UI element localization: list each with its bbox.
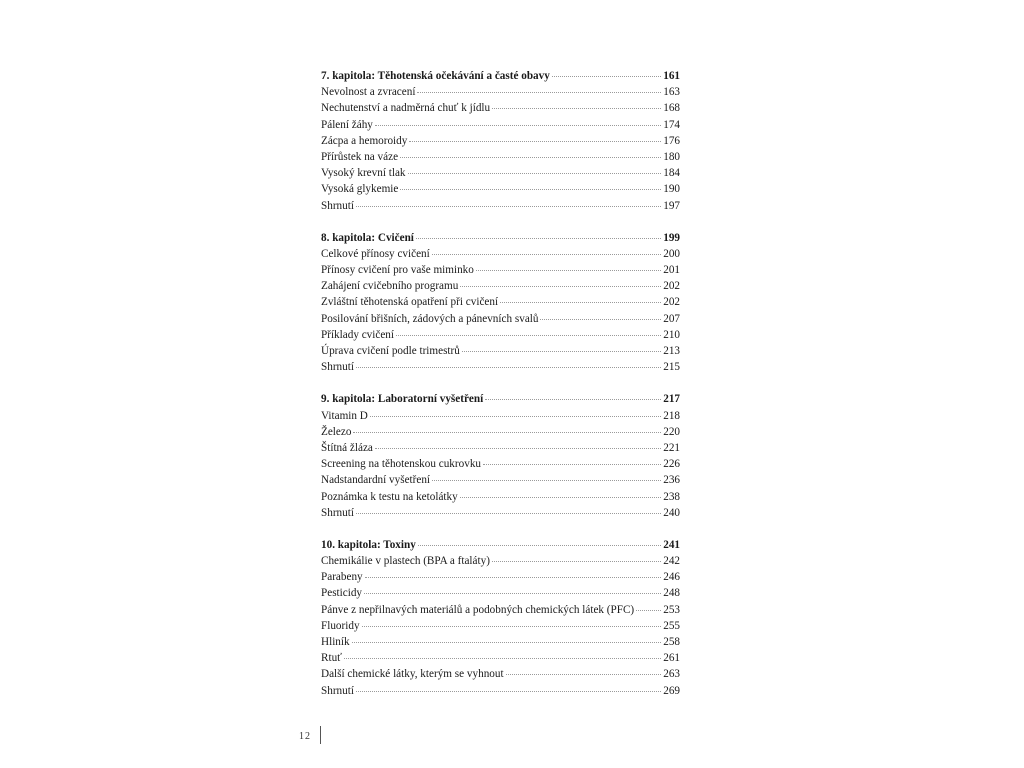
page-number: 12 [299,731,311,742]
dot-leader [375,448,661,449]
dot-leader [362,626,662,627]
dot-leader [356,206,661,207]
entry-page: 255 [663,619,680,632]
entry-title: Shrnutí [321,506,354,519]
entry-page: 163 [663,86,680,99]
entry-title: Fluoridy [321,619,360,632]
entry-title: Chemikálie v plastech (BPA a ftaláty) [321,555,490,568]
toc-entry [321,198,680,214]
toc-entry [321,424,680,440]
entry-title: Zahájení cvičebního programu [321,280,459,293]
toc-entry [321,327,680,343]
entry-page: 184 [663,167,680,180]
chapter-section [321,391,680,521]
entry-page: 190 [663,183,680,196]
dot-leader [364,593,661,594]
entry-title: Zácpa a hemoroidy [321,134,408,147]
entry-title: Screening na těhotenskou cukrovku [321,458,482,471]
entry-title: Příklady cvičení [321,328,395,341]
dot-leader [476,270,661,271]
toc-entry [321,181,680,197]
dot-leader [365,577,662,578]
entry-title: Pálení žáhy [321,118,373,131]
entry-title: Železo [321,425,352,438]
chapter-page: 217 [663,393,680,406]
toc-entry [321,585,680,601]
table-of-contents [321,68,680,715]
entry-page: 220 [663,425,680,438]
entry-page: 213 [663,345,680,357]
entry-page: 242 [663,555,680,568]
dot-leader [409,141,661,142]
dot-leader [400,157,661,158]
dot-leader [408,173,662,174]
entry-page: 215 [663,361,680,374]
entry-page: 210 [663,328,680,341]
chapter-section [321,230,680,376]
toc-entry [321,553,680,569]
chapter-page: 199 [663,231,680,244]
toc-entry [321,683,680,699]
entry-page: 248 [663,587,680,600]
toc-entry [321,650,680,666]
entry-title: Hliník [321,636,350,648]
toc-entry [321,456,680,472]
toc-entry [321,602,680,618]
entry-title: Vysoká glykemie [321,183,399,196]
dot-leader [540,319,661,320]
folio-divider [320,726,321,744]
entry-page: 269 [663,684,680,697]
toc-entry [321,117,680,133]
chapter-title: 8. kapitola: Cvičení [321,231,414,244]
entry-page: 197 [663,199,680,212]
entry-title: Štítná žláza [321,441,373,454]
toc-entry [321,149,680,165]
toc-entry [321,634,680,650]
toc-entry [321,505,680,521]
dot-leader [636,610,661,611]
dot-leader [417,92,661,93]
chapter-heading [321,537,680,553]
dot-leader [370,416,661,417]
toc-entry [321,278,680,294]
toc-entry [321,246,680,262]
entry-page: 200 [663,247,680,260]
entry-page: 176 [663,134,680,147]
chapter-section [321,537,680,699]
dot-leader [353,432,661,433]
entry-title: Pesticidy [321,587,363,600]
toc-entry [321,262,680,278]
entry-title: Shrnutí [321,361,354,374]
dot-leader [500,302,661,303]
dot-leader [375,125,661,126]
entry-page: 202 [663,280,680,293]
toc-entry [321,165,680,181]
chapter-heading [321,391,680,407]
entry-page: 263 [663,668,680,681]
entry-page: 221 [663,441,680,454]
dot-leader [356,691,661,692]
toc-entry [321,359,680,375]
entry-page: 168 [663,102,680,115]
dot-leader [432,254,661,255]
dot-leader [396,335,661,336]
dot-leader [483,464,661,465]
entry-page: 258 [663,636,680,648]
entry-title: Parabeny [321,571,363,584]
toc-entry [321,489,680,505]
entry-page: 207 [663,312,680,325]
entry-page: 240 [663,506,680,519]
toc-entry [321,311,680,327]
toc-entry [321,440,680,456]
toc-entry [321,408,680,424]
entry-title: Poznámka k testu na ketolátky [321,490,458,503]
entry-title: Úprava cvičení podle trimestrů [321,345,460,357]
dot-leader [460,286,661,287]
dot-leader [356,513,661,514]
entry-title: Vitamin D [321,409,368,422]
entry-title: Nevolnost a zvracení [321,86,416,99]
entry-title: Zvláštní těhotenská opatření při cvičení [321,296,499,309]
entry-page: 226 [663,458,680,471]
entry-title: Přírůstek na váze [321,150,399,163]
entry-page: 202 [663,296,680,309]
dot-leader [416,238,661,239]
dot-leader [492,108,661,109]
dot-leader [418,545,661,546]
toc-entry [321,472,680,488]
chapter-page: 241 [663,538,680,551]
entry-title: Pánve z nepřilnavých materiálů a podobných chemických látek (PFC) [321,603,635,616]
toc-entry [321,666,680,682]
toc-entry [321,133,680,149]
chapter-title: 7. kapitola: Těhotenská očekávání a časté obavy [321,70,550,82]
entry-title: Nadstandardní vyšetření [321,474,431,487]
entry-page: 238 [663,490,680,503]
chapter-page: 161 [663,70,680,82]
entry-page: 218 [663,409,680,422]
dot-leader [506,674,662,675]
entry-page: 201 [663,264,680,277]
entry-page: 253 [663,603,680,616]
dot-leader [462,351,661,352]
entry-title: Shrnutí [321,199,354,212]
chapter-title: 9. kapitola: Laboratorní vyšetření [321,393,484,406]
entry-page: 246 [663,571,680,584]
entry-title: Nechutenství a nadměrná chuť k jídlu [321,102,491,115]
chapter-heading [321,68,680,84]
dot-leader [344,658,661,659]
chapter-heading [321,230,680,246]
entry-page: 180 [663,150,680,163]
dot-leader [432,480,661,481]
entry-title: Další chemické látky, kterým se vyhnout [321,668,504,681]
dot-leader [356,367,661,368]
toc-entry [321,618,680,634]
dot-leader [552,76,661,77]
toc-entry [321,294,680,310]
dot-leader [485,399,661,400]
chapter-title: 10. kapitola: Toxiny [321,538,416,551]
entry-title: Celkové přínosy cvičení [321,247,430,260]
entry-page: 236 [663,474,680,487]
entry-title: Shrnutí [321,684,354,697]
entry-title: Přínosy cvičení pro vaše miminko [321,264,474,277]
entry-page: 174 [663,118,680,131]
toc-entry [321,84,680,100]
entry-title: Rtuť [321,652,342,665]
toc-entry [321,100,680,116]
entry-title: Posilování břišních, zádových a pánevních svalů [321,312,539,325]
entry-title: Vysoký krevní tlak [321,167,406,180]
dot-leader [352,642,662,643]
chapter-section [321,68,680,214]
toc-entry [321,569,680,585]
dot-leader [460,497,662,498]
dot-leader [492,561,661,562]
toc-entry [321,343,680,359]
dot-leader [400,189,661,190]
entry-page: 261 [663,652,680,665]
